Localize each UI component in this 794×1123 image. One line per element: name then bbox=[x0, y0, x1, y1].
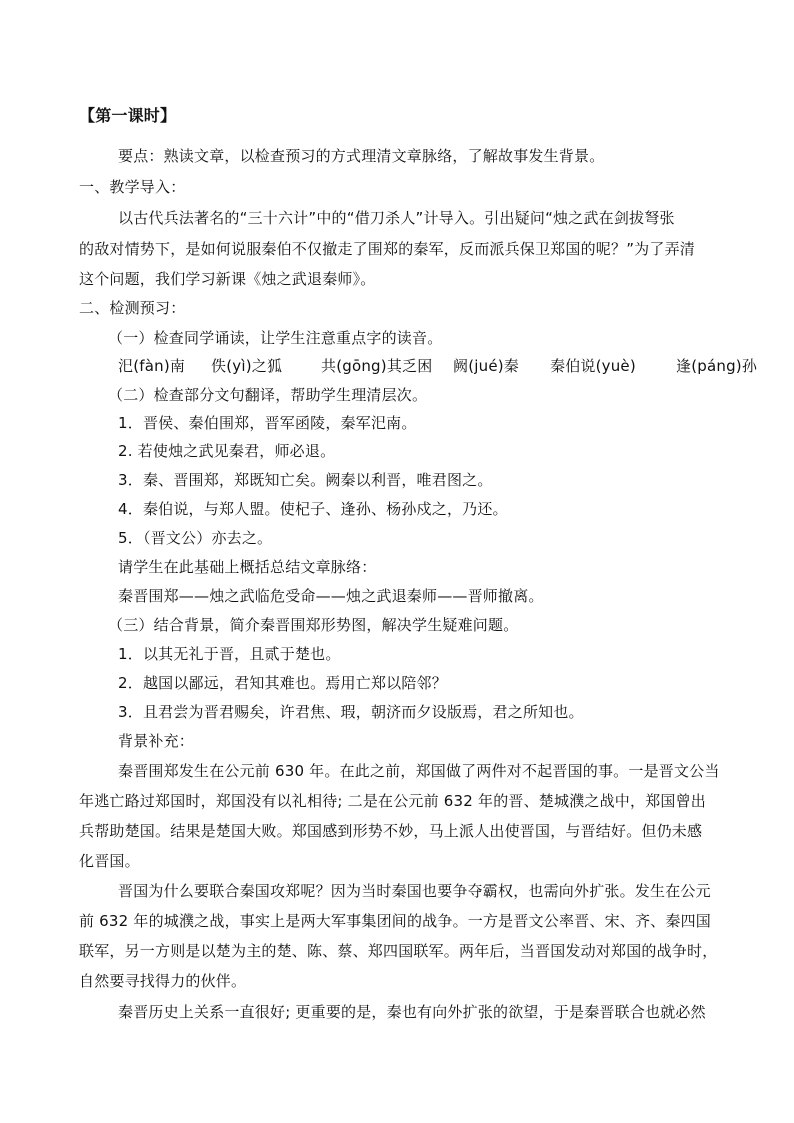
sentence-item: 5．（晋文公）亦去之。 bbox=[118, 529, 273, 547]
keypoint-text: 要点：熟读文章，以检查预习的方式理清文章脉络，了解故事发生背景。 bbox=[118, 147, 605, 165]
question-item: 1．以其无礼于晋，且贰于楚也。 bbox=[118, 645, 341, 663]
part-one-heading: （一）检查同学诵读，让学生注意重点字的读音。 bbox=[108, 329, 443, 347]
sentence-item: 2. 若使烛之武见秦君，师必退。 bbox=[118, 442, 336, 460]
part-two-heading: （二）检查部分文句翻译，帮助学生理清层次。 bbox=[108, 386, 428, 404]
background-paragraph-line: 前 632 年的城濮之战，事实上是两大军事集团间的战争。一方是晋文公率晋、宋、齐、秦四国 bbox=[79, 912, 711, 930]
background-paragraph-line: 秦晋围郑发生在公元前 630 年。在此之前，郑国做了两件对不起晋国的事。一是晋文公当 bbox=[118, 762, 720, 780]
summary-text: 秦晋围郑——烛之武临危受命——烛之武退秦师——晋师撤离。 bbox=[118, 587, 544, 605]
pronunciation-item: 汜(fàn)南 bbox=[118, 357, 186, 375]
background-paragraph-line: 年逃亡路过郑国时，郑国没有以礼相待; 二是在公元前 632 年的晋、楚城濮之战中，郑国曾出 bbox=[79, 792, 706, 810]
background-paragraph-line: 秦晋历史上关系一直很好; 更重要的是，秦也有向外扩张的欲望，于是秦晋联合也就必然 bbox=[118, 1003, 706, 1021]
part-three-heading: （三）结合背景，简介秦晋围郑形势图，解决学生疑难问题。 bbox=[108, 616, 519, 634]
background-paragraph-line: 联军，另一方则是以楚为主的楚、陈、蔡、郑四国联军。两年后，当晋国发动对郑国的战争时， bbox=[79, 942, 718, 960]
background-paragraph-line: 化晋国。 bbox=[79, 852, 140, 870]
intro-paragraph-line: 的敌对情势下，是如何说服秦伯不仅撤走了围郑的秦军，反而派兵保卫郑国的呢？”为了弄清 bbox=[79, 240, 695, 258]
pronunciation-item: 逢(páng)孙 bbox=[676, 357, 758, 375]
pronunciation-item: 佚(yì)之狐 bbox=[211, 357, 283, 375]
background-paragraph-line: 自然要寻找得力的伙伴。 bbox=[79, 972, 247, 990]
summary-prompt: 请学生在此基础上概括总结文章脉络： bbox=[118, 558, 377, 576]
pronunciation-item: 阙(jué)秦 bbox=[453, 357, 520, 375]
sentence-item: 3．秦、晋围郑，郑既知亡矣。阙秦以利晋，唯君图之。 bbox=[118, 471, 493, 489]
lesson-title: 【第一课时】 bbox=[79, 106, 177, 125]
intro-paragraph-line: 这个问题，我们学习新课《烛之武退秦师》。 bbox=[79, 270, 376, 288]
question-item: 2．越国以鄙远，君知其难也。焉用亡郑以陪邻？ bbox=[118, 674, 447, 692]
pronunciation-item: 秦伯说(yuè) bbox=[550, 357, 636, 375]
section-heading-preview: 二、检测预习： bbox=[79, 299, 186, 317]
question-item: 3．且君尝为晋君赐矣，许君焦、瑕，朝济而夕设版焉，君之所知也。 bbox=[118, 703, 584, 721]
sentence-item: 1．晋侯、秦伯围郑，晋军函陵，秦军汜南。 bbox=[118, 414, 417, 432]
pronunciation-item: 共(gōng)其乏困 bbox=[321, 357, 433, 375]
sentence-item: 4．秦伯说，与郑人盟。使杞子、逢孙、杨孙戍之，乃还。 bbox=[118, 500, 508, 518]
section-heading-intro: 一、教学导入： bbox=[79, 178, 186, 196]
background-paragraph-line: 晋国为什么要联合秦国攻郑呢？因为当时秦国也要争夺霸权，也需向外扩张。发生在公元 bbox=[118, 882, 711, 900]
background-label: 背景补充： bbox=[118, 732, 195, 750]
background-paragraph-line: 兵帮助楚国。结果是楚国大败。郑国感到形势不妙，马上派人出使晋国，与晋结好。但仍未感 bbox=[79, 822, 703, 840]
intro-paragraph-line: 以古代兵法著名的“三十六计”中的“借刀杀人”计导入。引出疑问“烛之武在剑拔弩张 bbox=[118, 209, 675, 227]
